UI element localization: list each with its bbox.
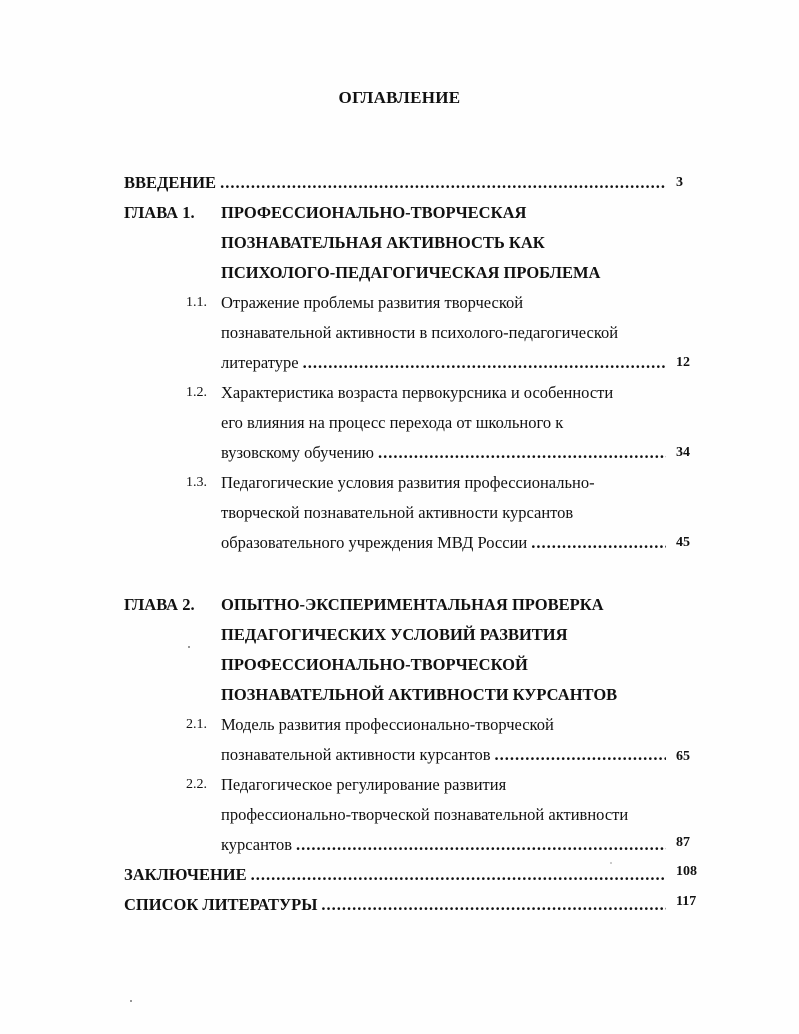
- toc-entry-references[interactable]: [124, 890, 670, 920]
- page-number: 65: [676, 749, 690, 764]
- chapter-title-line[interactable]: ПРОФЕССИОНАЛЬНО-ТВОРЧЕСКОЙ: [221, 655, 528, 674]
- toc-entry-label: ВВЕДЕНИЕ: [124, 173, 217, 192]
- section-line: литературе: [221, 353, 299, 372]
- chapter-title-line[interactable]: ПОЗНАВАТЕЛЬНАЯ АКТИВНОСТЬ КАК: [221, 233, 545, 252]
- chapter-label: ГЛАВА 1.: [124, 203, 195, 222]
- dot-leader: [251, 860, 666, 890]
- section-line: познавательной активности курсантов: [221, 745, 491, 764]
- section-last-line[interactable]: [221, 528, 670, 558]
- chapter-title-line[interactable]: ПОЗНАВАТЕЛЬНОЙ АКТИВНОСТИ КУРСАНТОВ: [221, 685, 618, 704]
- section-number: 1.3.: [186, 475, 207, 490]
- chapter-title-line[interactable]: ОПЫТНО-ЭКСПЕРИМЕНТАЛЬНАЯ ПРОВЕРКА: [221, 595, 604, 614]
- dot-leader: [321, 890, 666, 920]
- section-line[interactable]: познавательной активности в психолого-педагогической: [221, 323, 619, 342]
- section-last-line[interactable]: [221, 830, 670, 860]
- section-line[interactable]: творческой познавательной активности курсантов: [221, 503, 574, 522]
- toc-entry-label: ЗАКЛЮЧЕНИЕ: [124, 865, 247, 884]
- chapter-label: ГЛАВА 2.: [124, 595, 195, 614]
- chapter-title-line[interactable]: ПЕДАГОГИЧЕСКИХ УСЛОВИЙ РАЗВИТИЯ: [221, 625, 568, 644]
- page-number: 87: [676, 835, 690, 850]
- page-number: 34: [676, 445, 690, 460]
- dot-leader: [220, 168, 666, 198]
- page-number: 108: [676, 864, 697, 879]
- section-line[interactable]: профессионально-творческой познавательной активности: [221, 805, 629, 824]
- section-line[interactable]: Отражение проблемы развития творческой: [221, 293, 524, 312]
- toc-entry-conclusion[interactable]: [124, 860, 670, 890]
- scan-speck: [130, 1000, 132, 1002]
- chapter-title-line[interactable]: ПСИХОЛОГО-ПЕДАГОГИЧЕСКАЯ ПРОБЛЕМА: [221, 263, 601, 282]
- section-last-line[interactable]: [221, 740, 670, 770]
- section-last-line[interactable]: [221, 438, 670, 468]
- toc-entry-label: СПИСОК ЛИТЕРАТУРЫ: [124, 895, 318, 914]
- section-number: 2.1.: [186, 717, 207, 732]
- page-title: ОГЛАВЛЕНИЕ: [338, 88, 461, 107]
- page-number: 117: [676, 894, 697, 909]
- dot-leader: [494, 740, 666, 770]
- section-line: образовательного учреждения МВД России: [221, 533, 528, 552]
- section-line: вузовскому обучению: [221, 443, 374, 462]
- section-number: 1.2.: [186, 385, 207, 400]
- scan-speck: [188, 646, 190, 648]
- dot-leader: [378, 438, 666, 468]
- section-line: курсантов: [221, 835, 292, 854]
- dot-leader: [296, 830, 666, 860]
- section-line[interactable]: его влияния на процесс перехода от школьного к: [221, 413, 564, 432]
- section-last-line[interactable]: [221, 348, 670, 378]
- dot-leader: [303, 348, 666, 378]
- dot-leader: [531, 528, 666, 558]
- page-number: 12: [676, 355, 690, 370]
- scan-speck: [610, 862, 612, 864]
- page-number: 45: [676, 535, 690, 550]
- toc-entry-intro[interactable]: [124, 168, 670, 198]
- section-number: 1.1.: [186, 295, 207, 310]
- chapter-title-line[interactable]: ПРОФЕССИОНАЛЬНО-ТВОРЧЕСКАЯ: [221, 203, 527, 222]
- section-line[interactable]: Характеристика возраста первокурсника и особенности: [221, 383, 614, 402]
- page-number: 3: [676, 175, 683, 190]
- section-number: 2.2.: [186, 777, 207, 792]
- section-line[interactable]: Модель развития профессионально-творческой: [221, 715, 554, 734]
- section-line[interactable]: Педагогическое регулирование развития: [221, 775, 507, 794]
- section-line[interactable]: Педагогические условия развития профессионально-: [221, 473, 595, 492]
